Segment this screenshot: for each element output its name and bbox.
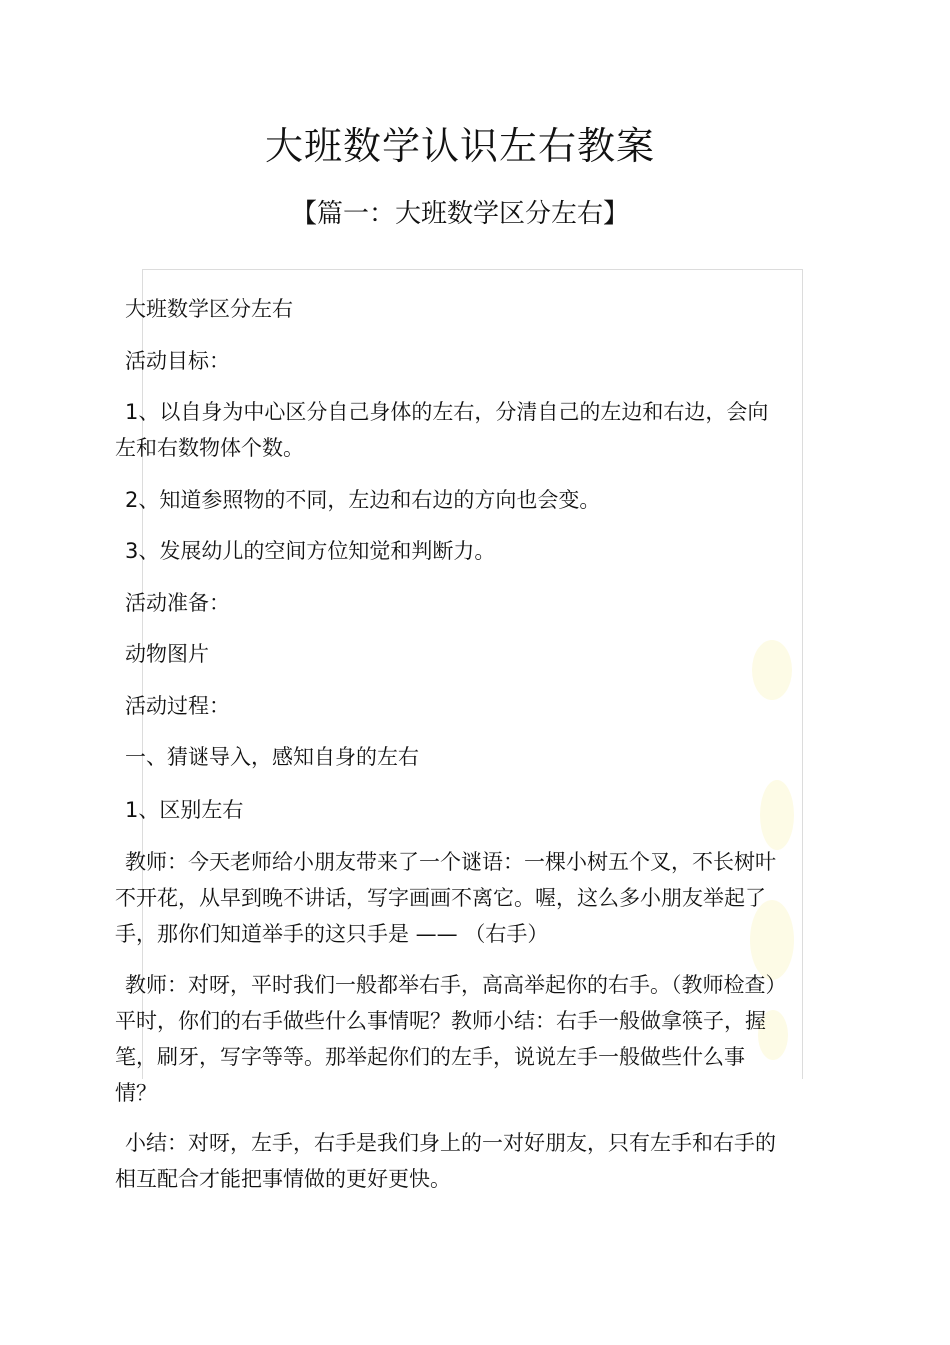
paragraph-step-1-1: 1、区别左右 [125,798,244,822]
paragraph-objectives-label: 活动目标： [125,349,230,373]
paragraph-step-1: 一、猜谜导入，感知自身的左右 [125,745,419,769]
paragraph-heading: 大班数学区分左右 [125,297,293,321]
page-title: 大班数学认识左右教案 [264,124,655,168]
paragraph-teacher-right-hand: 教师：对呀，平时我们一般都举右手，高高举起你的右手。（教师检查）平时，你们的右手做些什么事情呢？教师小结：右手一般做拿筷子，握笔，刷牙，写字等等。那举起你们的左手，说说左手一般做些什么事情？ [115,973,776,1105]
paragraph-objective-1: 1、以自身为中心区分自己身体的左右，分清自己的左边和右边，会向左和右数物体个数。 [115,400,769,460]
paragraph-preparation-label: 活动准备： [125,591,230,615]
paragraph-preparation: 动物图片 [125,642,209,666]
paragraph-teacher-riddle: 教师：今天老师给小朋友带来了一个谜语：一棵小树五个叉，不长树叶不开花，从早到晚不讲话，写字画画不离它。喔，这么多小朋友举起了手，那你们知道举手的这只手是 —— （右手） [115,850,776,946]
paragraph-objective-3: 3、发展幼儿的空间方位知觉和判断力。 [125,539,496,563]
content-frame [142,269,803,1079]
paragraph-objective-2: 2、知道参照物的不同，左边和右边的方向也会变。 [125,488,601,512]
paragraph-summary: 小结：对呀，左手，右手是我们身上的一对好朋友，只有左手和右手的相互配合才能把事情做的更好更快。 [115,1131,776,1191]
section-title: 【篇一：大班数学区分左右】 [290,199,629,229]
paragraph-process-label: 活动过程： [125,694,230,718]
